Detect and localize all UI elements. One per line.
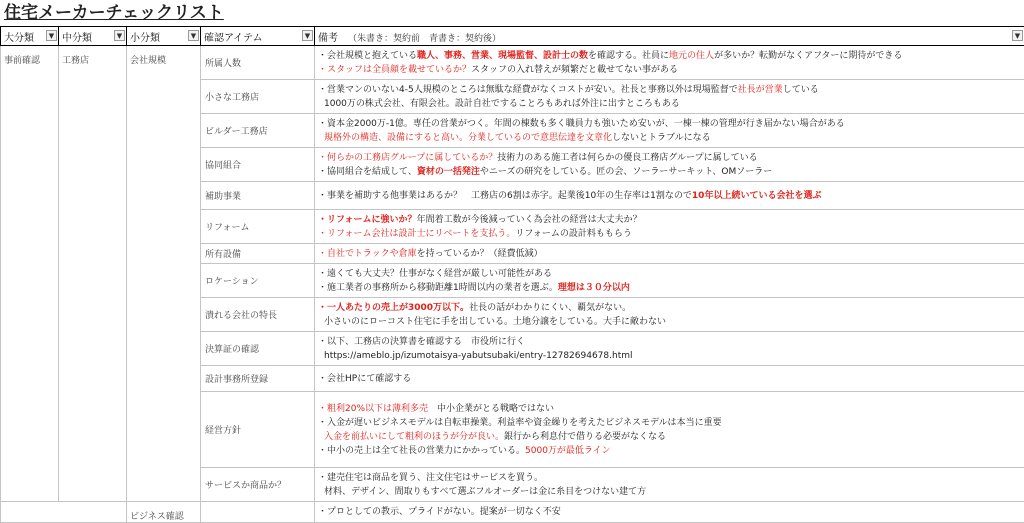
note-text: 銀行から利息付で借りる必要がなくなる [504, 432, 666, 442]
note-text: 5000万が最低ライン [525, 446, 611, 456]
note-text: 社長の話がわかりにくい、覇気がない。 [469, 303, 631, 313]
header-middle-label: 中分類 [62, 33, 92, 44]
note-line [318, 227, 1021, 241]
note-line [318, 471, 1021, 485]
note-text: している [783, 85, 819, 95]
cell-check-item[interactable]: 所属人数 [201, 46, 315, 80]
note-text: 入金を前払いにして粗利のほうが分が良い。 [318, 432, 504, 442]
note-text: ・遠くても大丈夫？仕事がなく経営が厳しい可能性がある [318, 269, 552, 279]
note-text: ・プロとしての教示、プライドがない。提案が一切なく不安 [318, 507, 561, 517]
table-row [1, 46, 1024, 80]
note-text: を持っているか？（経費低減） [417, 249, 543, 259]
note-line [318, 349, 1021, 363]
note-text: ・協同組合を結成して、 [318, 167, 417, 177]
cell-check-item[interactable]: 小さな工務店 [201, 80, 315, 114]
cell-check-item[interactable]: 補助事業 [201, 182, 315, 210]
note-text: 地元の住人 [669, 51, 714, 61]
cell-note[interactable] [315, 392, 1024, 468]
filter-dropdown-icon[interactable]: ▼ [46, 30, 57, 41]
note-text: 材料、デザイン、間取りもすべて選ぶフルオーダーは金に糸目をつけない建て方 [318, 487, 646, 497]
note-text: ・スタッフは全員顔を載せているか？ [318, 65, 471, 75]
cell-note[interactable] [315, 210, 1024, 244]
note-text: ・何らかの工務店グループに属しているか？ [318, 153, 497, 163]
note-text: 規格外の構造、設備にすると高い。分業しているので意思伝達を文章化 [318, 133, 612, 143]
note-text: ・一人あたりの売上が3000万以下。 [318, 303, 469, 313]
header-note-hint: （朱書き：契約前 青書き：契約後） [348, 34, 501, 44]
cell-check-item[interactable]: 経営方針 [201, 392, 315, 468]
note-text: リフォームの設計料ももらう [515, 229, 632, 239]
header-major-label: 大分類 [4, 33, 34, 44]
note-text: が多いか？転勤がなくアフターに期待ができる [714, 51, 902, 61]
cell-note[interactable] [315, 366, 1024, 392]
note-text: スタッフの入れ替えが頻繁だと載せてない事がある [471, 65, 678, 75]
cell-check-item[interactable]: 所有設備 [201, 244, 315, 264]
note-text: 年間着工数が今後減っていく為会社の経営は大丈夫か？ [417, 215, 642, 225]
note-line [318, 402, 1021, 416]
note-line [318, 444, 1021, 458]
note-line [318, 165, 1021, 179]
cell-check-item[interactable]: ロケーション [201, 264, 315, 298]
filter-dropdown-icon[interactable]: ▼ [302, 30, 313, 41]
note-line [318, 151, 1021, 165]
header-middle [59, 27, 127, 46]
note-text: ・自社でトラックや倉庫 [318, 249, 417, 259]
note-line [318, 372, 1021, 386]
note-text: しないとトラブルになる [612, 133, 711, 143]
note-line [318, 416, 1021, 430]
note-text: 中小企業がとる戦略ではない [428, 404, 554, 414]
cell-major-category[interactable]: 事前確認 [1, 46, 59, 502]
note-text: を確認する。社員に [588, 51, 669, 61]
note-text: 理想は３０分以内 [558, 283, 630, 293]
note-text: やニーズの研究をしている。匠の会、ソーラーサーキット、OMソーラー [480, 167, 772, 177]
cell-note[interactable] [315, 182, 1024, 210]
cell-note[interactable] [315, 332, 1024, 366]
cell-note[interactable] [315, 468, 1024, 502]
filter-dropdown-icon[interactable]: ▼ [188, 30, 199, 41]
note-text: ・会社規模と抱えている [318, 51, 417, 61]
header-minor [127, 27, 201, 46]
header-item [201, 27, 315, 46]
cell-note[interactable] [315, 502, 1024, 523]
sheet-title: 住宅メーカーチェックリスト [4, 1, 224, 25]
note-line [318, 267, 1021, 281]
note-line [318, 49, 1021, 63]
cell-note[interactable] [315, 80, 1024, 114]
note-line [318, 117, 1021, 131]
header-row [1, 27, 1024, 46]
cell-check-item[interactable]: リフォーム [201, 210, 315, 244]
note-line [318, 131, 1021, 145]
cell-check-item[interactable]: 潰れる会社の特長 [201, 298, 315, 332]
note-text: ・リフォームに強いか？ [318, 215, 417, 225]
note-text: 10年以上続いている会社を選ぶ [692, 191, 822, 201]
note-text: ・営業マンのいない4-5人規模のところは無駄な経費がなくコストが安い。社長と事務以外は現場監督で [318, 85, 738, 95]
cell-note[interactable] [315, 298, 1024, 332]
filter-dropdown-icon[interactable]: ▼ [1012, 30, 1023, 41]
note-line [318, 485, 1021, 499]
note-text: 社長が営業 [738, 85, 783, 95]
cell-minor-category[interactable]: ビジネス確認 [127, 502, 201, 523]
cell-note[interactable] [315, 264, 1024, 298]
note-text: ・会社HPにて確認する [318, 374, 411, 384]
cell-check-item[interactable]: ビルダー工務店 [201, 114, 315, 148]
note-text: 技術力のある施工者は何らかの優良工務店グループに属している [497, 153, 757, 163]
note-text: 職人、事務、営業、現場監督、設計士の数 [417, 51, 588, 61]
header-major [1, 27, 59, 46]
note-text: 資材の一括発注 [417, 167, 480, 177]
note-text: 1000万の株式会社、有限会社。設計自社ですることろもあれば外注に出すところもある [318, 99, 680, 109]
cell-note[interactable] [315, 114, 1024, 148]
cell-empty[interactable] [1, 502, 127, 523]
note-text: ・以下、工務店の決算書を確認する 市役所に行く [318, 337, 525, 347]
cell-check-item[interactable]: 決算証の確認 [201, 332, 315, 366]
note-text: ・資本金2000万-1億。専任の営業がつく。年間の棟数も多く職員力も強いため安いが、一棟一棟の管理が行き届かない場合がある [318, 119, 845, 129]
note-line [318, 63, 1021, 77]
note-line [318, 315, 1021, 329]
cell-note[interactable] [315, 148, 1024, 182]
header-note-label: 備考 [318, 33, 338, 44]
note-text: ・入金が遅いビジネスモデルは自転車操業。利益率や資金繰りを考えたビジネスモデルは本当に重要 [318, 418, 722, 428]
cell-check-item[interactable]: 協同組合 [201, 148, 315, 182]
note-line [318, 301, 1021, 315]
cell-check-item[interactable] [201, 502, 315, 523]
note-text: ・粗利20%以下は薄利多売 [318, 404, 428, 414]
header-minor-label: 小分類 [130, 33, 160, 44]
cell-note[interactable] [315, 244, 1024, 264]
note-text: ・施工業者の事務所から移動距離1時間以内の業者を選ぶ。 [318, 283, 558, 293]
note-line [318, 247, 1021, 261]
note-line [318, 430, 1021, 444]
note-text: 小さいのにローコスト住宅に手を出している。土地分譲をしている。大手に敵わない [318, 317, 666, 327]
cell-note[interactable] [315, 46, 1024, 80]
note-line [318, 189, 1021, 203]
note-text: https://ameblo.jp/izumotaisya-yabutsubaki/entry-12782694678.html [318, 351, 633, 361]
note-line [318, 335, 1021, 349]
cell-middle-category[interactable]: 工務店 [59, 46, 127, 502]
header-item-label: 確認アイテム [204, 33, 263, 44]
checklist-table [0, 26, 1024, 523]
note-text: ・事業を補助する他事業はあるか？ 工務店の6割は赤字。起業後10年の生存率は1割なので [318, 191, 692, 201]
note-line [318, 213, 1021, 227]
cell-check-item[interactable]: サービスか商品か？ [201, 468, 315, 502]
cell-minor-category[interactable]: 会社規模 [127, 46, 201, 502]
filter-dropdown-icon[interactable]: ▼ [114, 30, 125, 41]
note-text: ・中小の売上は全て社長の営業力にかかっている。 [318, 446, 525, 456]
note-line [318, 83, 1021, 97]
header-note [315, 27, 1024, 46]
note-line [318, 97, 1021, 111]
cell-check-item[interactable]: 設計事務所登録 [201, 366, 315, 392]
note-text: ・建売住宅は商品を買う、注文住宅はサービスを買う。 [318, 473, 543, 483]
note-text: ・リフォーム会社は設計士にリベートを支払う。 [318, 229, 515, 239]
note-line [318, 505, 1021, 519]
spreadsheet [0, 26, 1024, 523]
table-row [1, 502, 1024, 523]
note-line [318, 281, 1021, 295]
